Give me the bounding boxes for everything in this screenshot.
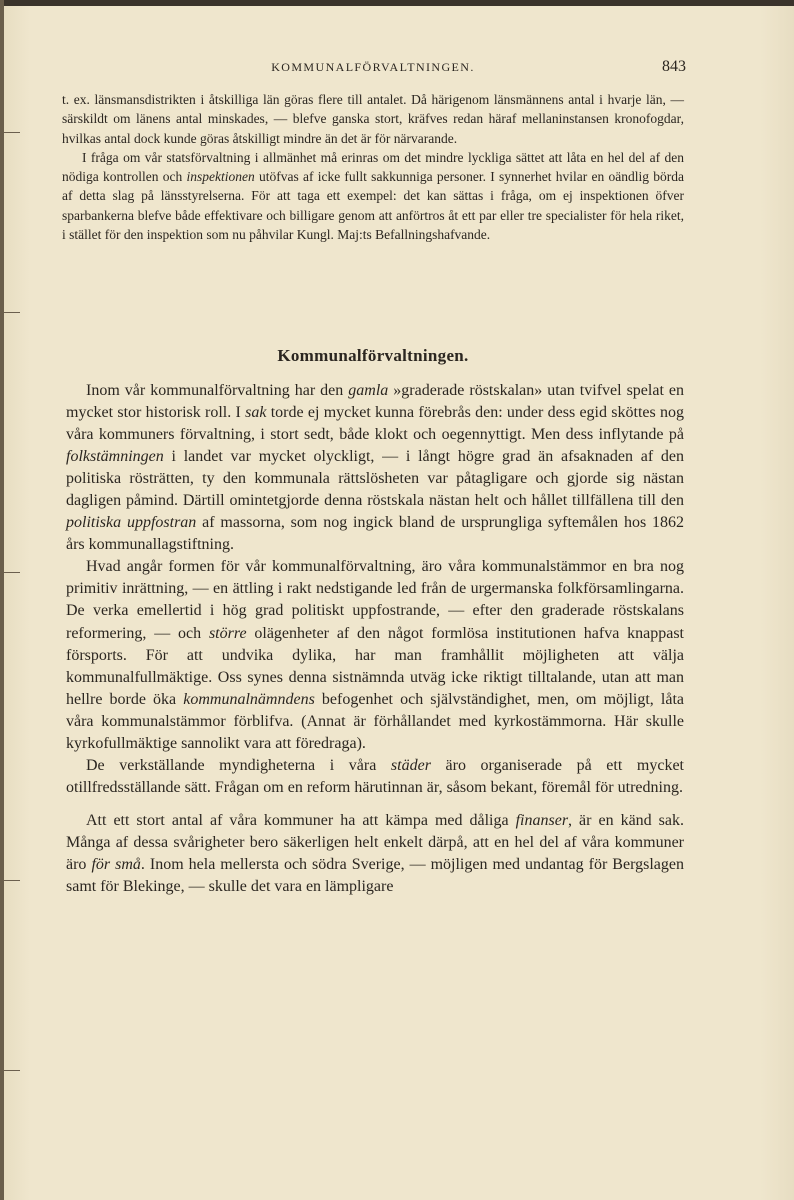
- paragraph: Inom vår kommunalförvaltning har den gamla »graderade röstskalan» utan tvifvel spelat en mycket stor historisk roll. I sak torde ej mycket kunna förebrås den: under dess egid sköttes nog våra kommuners förvaltning, i stort sedt, både klokt och oegennyttigt. Men dess inflytande på folkstämningen i landet var mycket olyckligt, — i långt högre grad än afsaknaden af den politiska rösträtten, ty den kommunala rättslösheten var påtagligare och gjorde sig nästan dagligen påmind. Därtill omintetgjorde denna röstskala nästan helt och hållet tillfällena till den politiska uppfostran af massorna, som nog ingick bland de ursprungliga syftemålen hos 1862 års kommunallagstiftning.: [66, 382, 685, 554]
- emphasis: inspektionen: [186, 169, 255, 185]
- paragraph: I fråga om vår statsförvaltning i allmänhet må erinras om det mindre lyckliga sättet att låta en hel del af den nödiga kontrollen och inspektionen utöfvas af icke fullt sakkunniga personer. I synnerhet hvilar en oändlig börda af detta slag på länsstyrelserna. För att taga ett exempel: det kan sättas i fråga, om ej inspektionen öfver sparbankerna blefve både effektivare och billigare genom att anförtros åt ett par eller tre specialister för hela riket, i stället för den inspektion som nu påhvilar Kungl. Maj:ts Befallningshafvande.: [62, 149, 684, 243]
- page-header: [60, 58, 686, 80]
- running-head: KOMMUNALFÖRVALTNINGEN.: [271, 60, 475, 74]
- emphasis: kommunalnämndens: [183, 690, 315, 708]
- section-title: Kommunalförvaltningen.: [277, 346, 469, 365]
- section-body: [66, 380, 684, 898]
- emphasis: folkstämningen: [66, 448, 164, 466]
- emphasis: sak: [245, 404, 267, 422]
- margin-mark: [4, 312, 20, 313]
- emphasis: finanser: [515, 811, 569, 829]
- margin-mark: [4, 880, 20, 881]
- margin-mark: [4, 572, 20, 573]
- emphasis: för små: [91, 855, 141, 873]
- previous-section-text: [62, 90, 684, 244]
- margin-mark: [4, 1070, 20, 1071]
- emphasis: politiska uppfostran: [66, 514, 197, 532]
- paragraph: Hvad angår formen för vår kommunalförvaltning, äro våra kommunalstämmor en bra nog primitiv inrättning, — en ättling i rakt nedstigande led från de urgermanska folkförsamlingarna. De verka emellertid i hög grad politiskt uppfostrande, — efter den graderade röstskalans reformering, — och större olägenheter af den något formlösa institutionen hafva knappast försports. För att undvika dylika, har man framhållit möjligheten att välja kommunalfullmäktige. Oss synes denna sistnämnda utväg icke riktigt tilltalande, utan att man hellre borde öka kommunalnämndens befogenhet och självständighet, men, om möjligt, låta våra kommunalstämmor förblifva. (Annat är förhållandet med kyrkostämmorna. Här skulle kyrkofullmäktige sannolikt vara att föredraga).: [66, 558, 685, 752]
- paragraph: t. ex. länsmansdistrikten i åtskilliga län göras flere till antalet. Då härigenom länsmännens antal i hvarje län, — särskildt om länens antal minskades, — blefve ganska stort, kräfves redan häraf mellaninstansen kronofogdar, hvilkas antal dock kunde göras åtskilligt mindre än det är för närvarande.: [62, 92, 684, 146]
- emphasis: gamla: [348, 382, 389, 399]
- paragraph: De verkställande myndigheterna i våra städer äro organiserade på ett mycket otillfredsställande sätt. Frågan om en reform härutinnan är, såsom bekant, föremål för utredning.: [66, 756, 685, 796]
- paragraph: Att ett stort antal af våra kommuner ha att kämpa med dåliga finanser, är en känd sak. Många af dessa svårigheter bero säkerligen helt enkelt därpå, att en hel del af våra kommuner äro för små. Inom hela mellersta och södra Sverige, — möjligen med undantag för Bergslagen samt för Blekinge, — skulle det vara en lämpligare: [66, 811, 684, 896]
- emphasis: städer: [390, 756, 431, 774]
- page-number: 843: [662, 58, 686, 75]
- margin-mark: [4, 132, 20, 133]
- scan-top-edge: [0, 0, 794, 6]
- binding-edge: [0, 0, 4, 1200]
- emphasis: större: [208, 624, 247, 642]
